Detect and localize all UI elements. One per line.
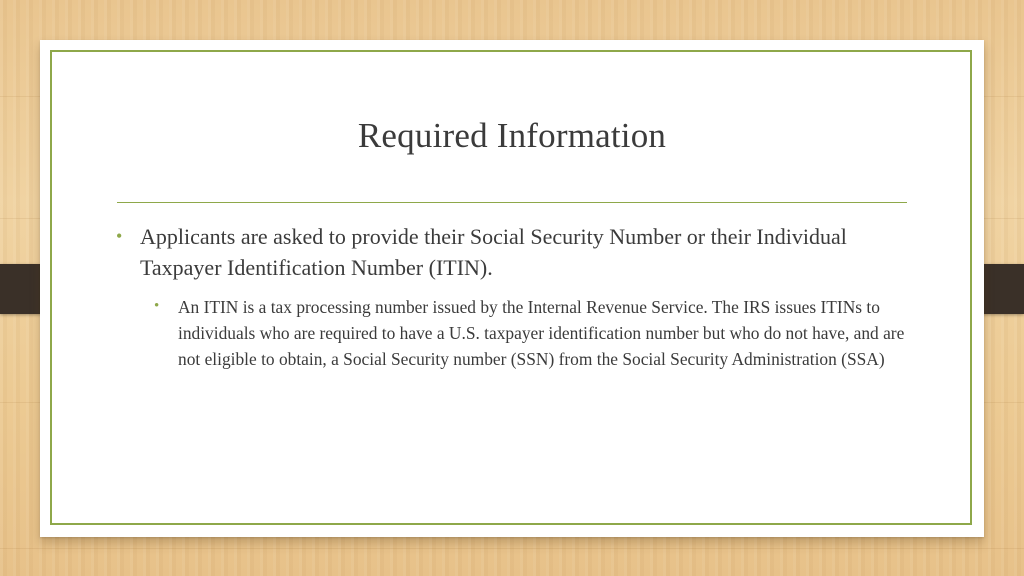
bullet-item-level-1 — [116, 221, 860, 283]
title-divider — [117, 202, 907, 203]
bullet-text: Applicants are asked to provide their Social Security Number or their Individual Taxpayer Identification Number (ITIN). — [140, 224, 847, 280]
slide — [40, 40, 984, 537]
bullet-item-level-2 — [154, 294, 918, 372]
bullet-dot-icon: • — [154, 298, 160, 314]
wood-grain-line — [0, 548, 1024, 549]
slide-title: Required Information — [357, 116, 667, 155]
bullet-text: An ITIN is a tax processing number issued by the Internal Revenue Service. The IRS issues ITINs to individuals who are required to have a U.S. taxpayer identification number but who do not have, and are not eligible to obtain, a Social Security number (SSN) from the Social Security Administration (SSA) — [178, 297, 905, 369]
bullet-dot-icon: • — [116, 226, 123, 246]
